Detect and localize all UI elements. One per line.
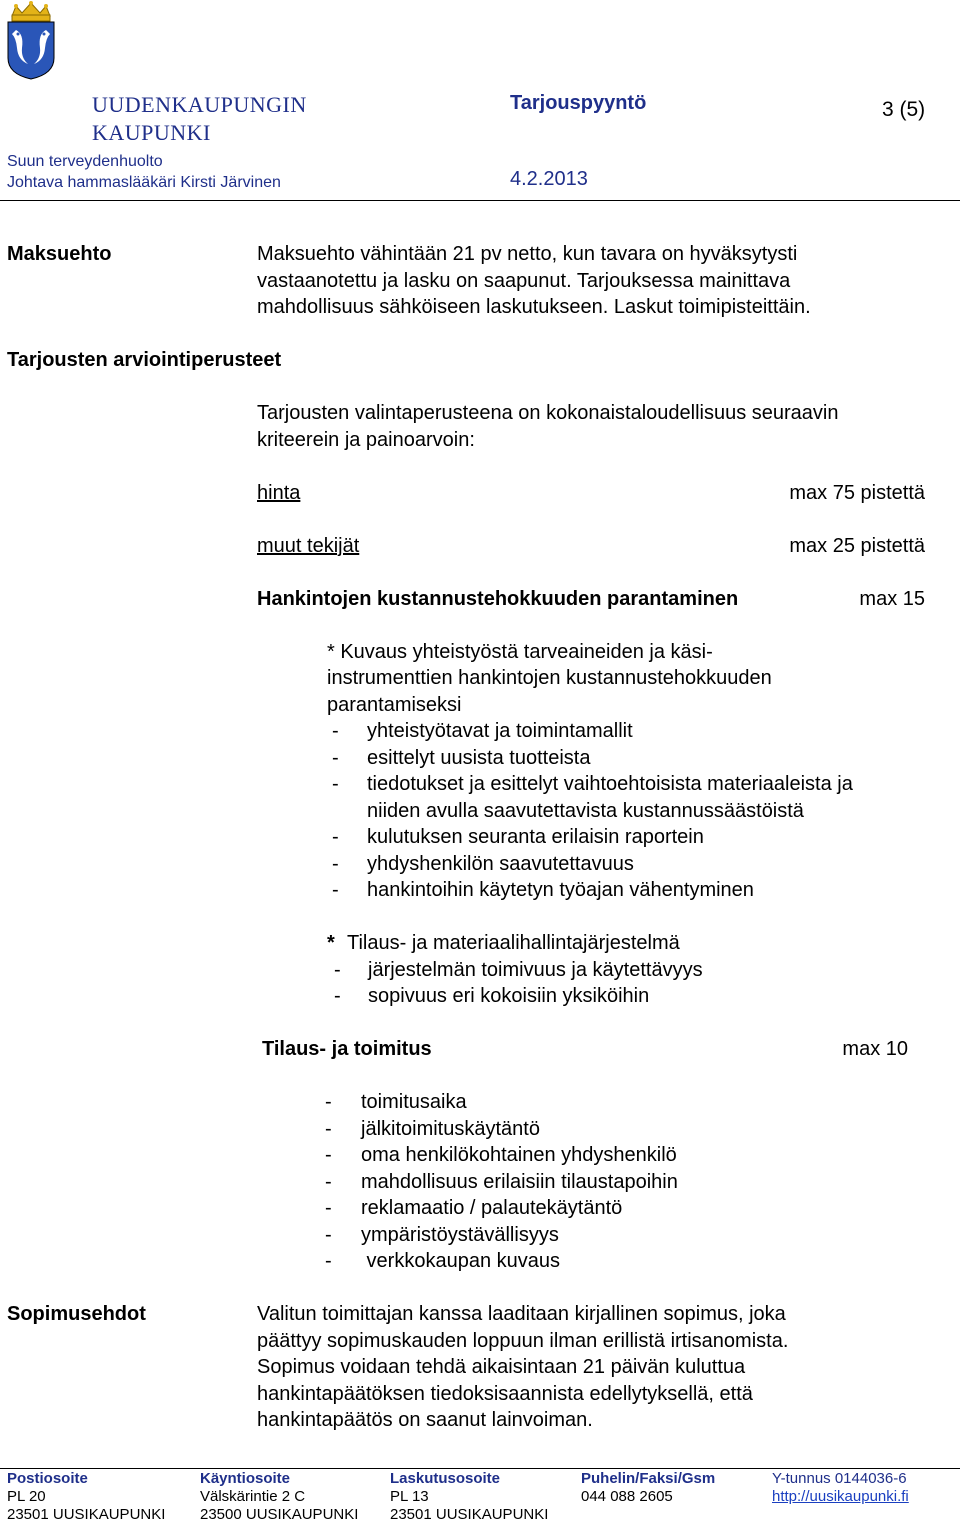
- website-link[interactable]: http://uusikaupunki.fi: [772, 1488, 909, 1505]
- unit-name: Suun terveydenhuolto: [7, 153, 163, 170]
- footer-postal-address: Postiosoite PL 20 23501 UUSIKAUPUNKI: [7, 1470, 166, 1523]
- sopimus-line: hankintapäätöksen tiedoksisaannista edellytyksellä, että: [257, 1383, 753, 1405]
- arviointi-intro-line: kriteerein ja painoarvoin:: [257, 429, 475, 451]
- coat-of-arms-icon: [2, 0, 60, 80]
- author-name: Johtava hammaslääkäri Kirsti Järvinen: [7, 174, 281, 191]
- hankinnat-description-line: * Kuvaus yhteistyöstä tarveaineiden ja käsi-: [327, 641, 713, 663]
- tilaus-max: max 10: [842, 1038, 908, 1060]
- document-date: 4.2.2013: [510, 168, 588, 190]
- footer-business-id: Y-tunnus 0144036-6 http://uusikaupunki.fi: [772, 1470, 909, 1505]
- footer-phone: Puhelin/Faksi/Gsm 044 088 2605: [581, 1470, 716, 1505]
- maksuehto-line: vastaanotettu ja lasku on saapunut. Tarjouksessa mainittava: [257, 270, 791, 292]
- criterion-points: max 75 pistettä: [789, 482, 925, 504]
- system-heading: * Tilaus- ja materiaalihallintajärjestelmä: [327, 932, 680, 954]
- hankinnat-description-line: parantamiseksi: [327, 694, 462, 716]
- hankinnat-description-line: instrumenttien hankintojen kustannustehokkuuden: [327, 667, 772, 689]
- hankinnat-max: max 15: [859, 588, 925, 610]
- maksuehto-line: Maksuehto vähintään 21 pv netto, kun tavara on hyväksytysti: [257, 243, 798, 265]
- footer-visiting-address: Käyntiosoite Välskärintie 2 C 23500 UUSIKAUPUNKI: [200, 1470, 359, 1523]
- footer-divider: [0, 1468, 960, 1469]
- hankinnat-heading: Hankintojen kustannustehokkuuden parantaminen: [257, 588, 739, 610]
- footer-billing-address: Laskutusosoite PL 13 23501 UUSIKAUPUNKI: [390, 1470, 549, 1523]
- document-title: Tarjouspyyntö: [510, 92, 647, 114]
- arviointi-label: Tarjousten arviointiperusteet: [7, 349, 282, 371]
- list-item-continuation: niiden avulla saavutettavista kustannussäästöistä: [367, 800, 804, 822]
- tilaus-heading: Tilaus- ja toimitus: [262, 1038, 432, 1060]
- page-number: 3 (5): [882, 98, 926, 121]
- sopimus-label: Sopimusehdot: [7, 1303, 146, 1325]
- header-divider: [0, 200, 960, 201]
- org-name-line2: KAUPUNKI: [92, 120, 211, 145]
- org-name-line1: UUDENKAUPUNGIN: [92, 92, 307, 117]
- sopimus-line: hankintapäätös on saanut lainvoiman.: [257, 1409, 593, 1431]
- maksuehto-label: Maksuehto: [7, 243, 112, 265]
- sopimus-line: päättyy sopimuskauden loppuun ilman erillistä irtisanomista.: [257, 1330, 789, 1352]
- sopimus-line: Sopimus voidaan tehdä aikaisintaan 21 päivän kuluttua: [257, 1356, 746, 1378]
- arviointi-intro-line: Tarjousten valintaperusteena on kokonaistaloudellisuus seuraavin: [257, 402, 839, 424]
- criterion-points: max 25 pistettä: [789, 535, 925, 557]
- criterion-name: hinta: [257, 482, 301, 504]
- sopimus-line: Valitun toimittajan kanssa laaditaan kirjallinen sopimus, joka: [257, 1303, 786, 1325]
- page-footer: [0, 1468, 960, 1523]
- criterion-name: muut tekijät: [257, 535, 360, 557]
- maksuehto-line: mahdollisuus sähköiseen laskutukseen. Laskut toimipisteittäin.: [257, 296, 811, 318]
